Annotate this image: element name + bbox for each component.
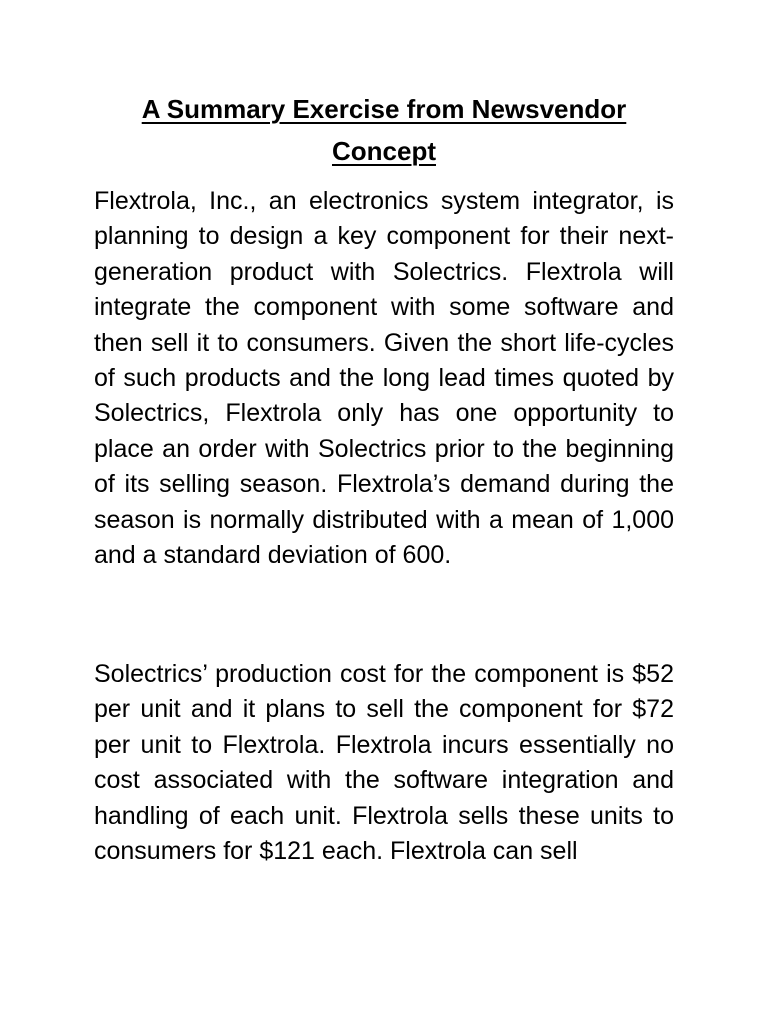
paragraph-demand-description: Flextrola, Inc., an electronics system integrator, is planning to design a key component for their next-generation product with Solectrics. Flextrola will integrate the component with some software and then sell it to consumers. Given the short life-cycles of such products and the long lead times quoted by Solectrics, Flextrola only has one opportunity to place an order with Solectrics prior to the beginning of its selling season. Flextrola’s demand during the season is normally distributed with a mean of 1,000 and a standard deviation of 600. — [94, 187, 674, 570]
paragraph-cost-description: Solectrics’ production cost for the component is $52 per unit and it plans to sell the component for $72 per unit to Flextrola. Flextrola incurs essentially no cost associated with the software integration and handling of each unit. Flextrola sells these units to consumers for $121 each. Flextrola can sell — [94, 660, 674, 866]
title-line-1: A Summary Exercise from Newsvendor — [141, 94, 627, 124]
document-title — [94, 88, 674, 172]
title-line-2: Concept — [332, 136, 436, 166]
